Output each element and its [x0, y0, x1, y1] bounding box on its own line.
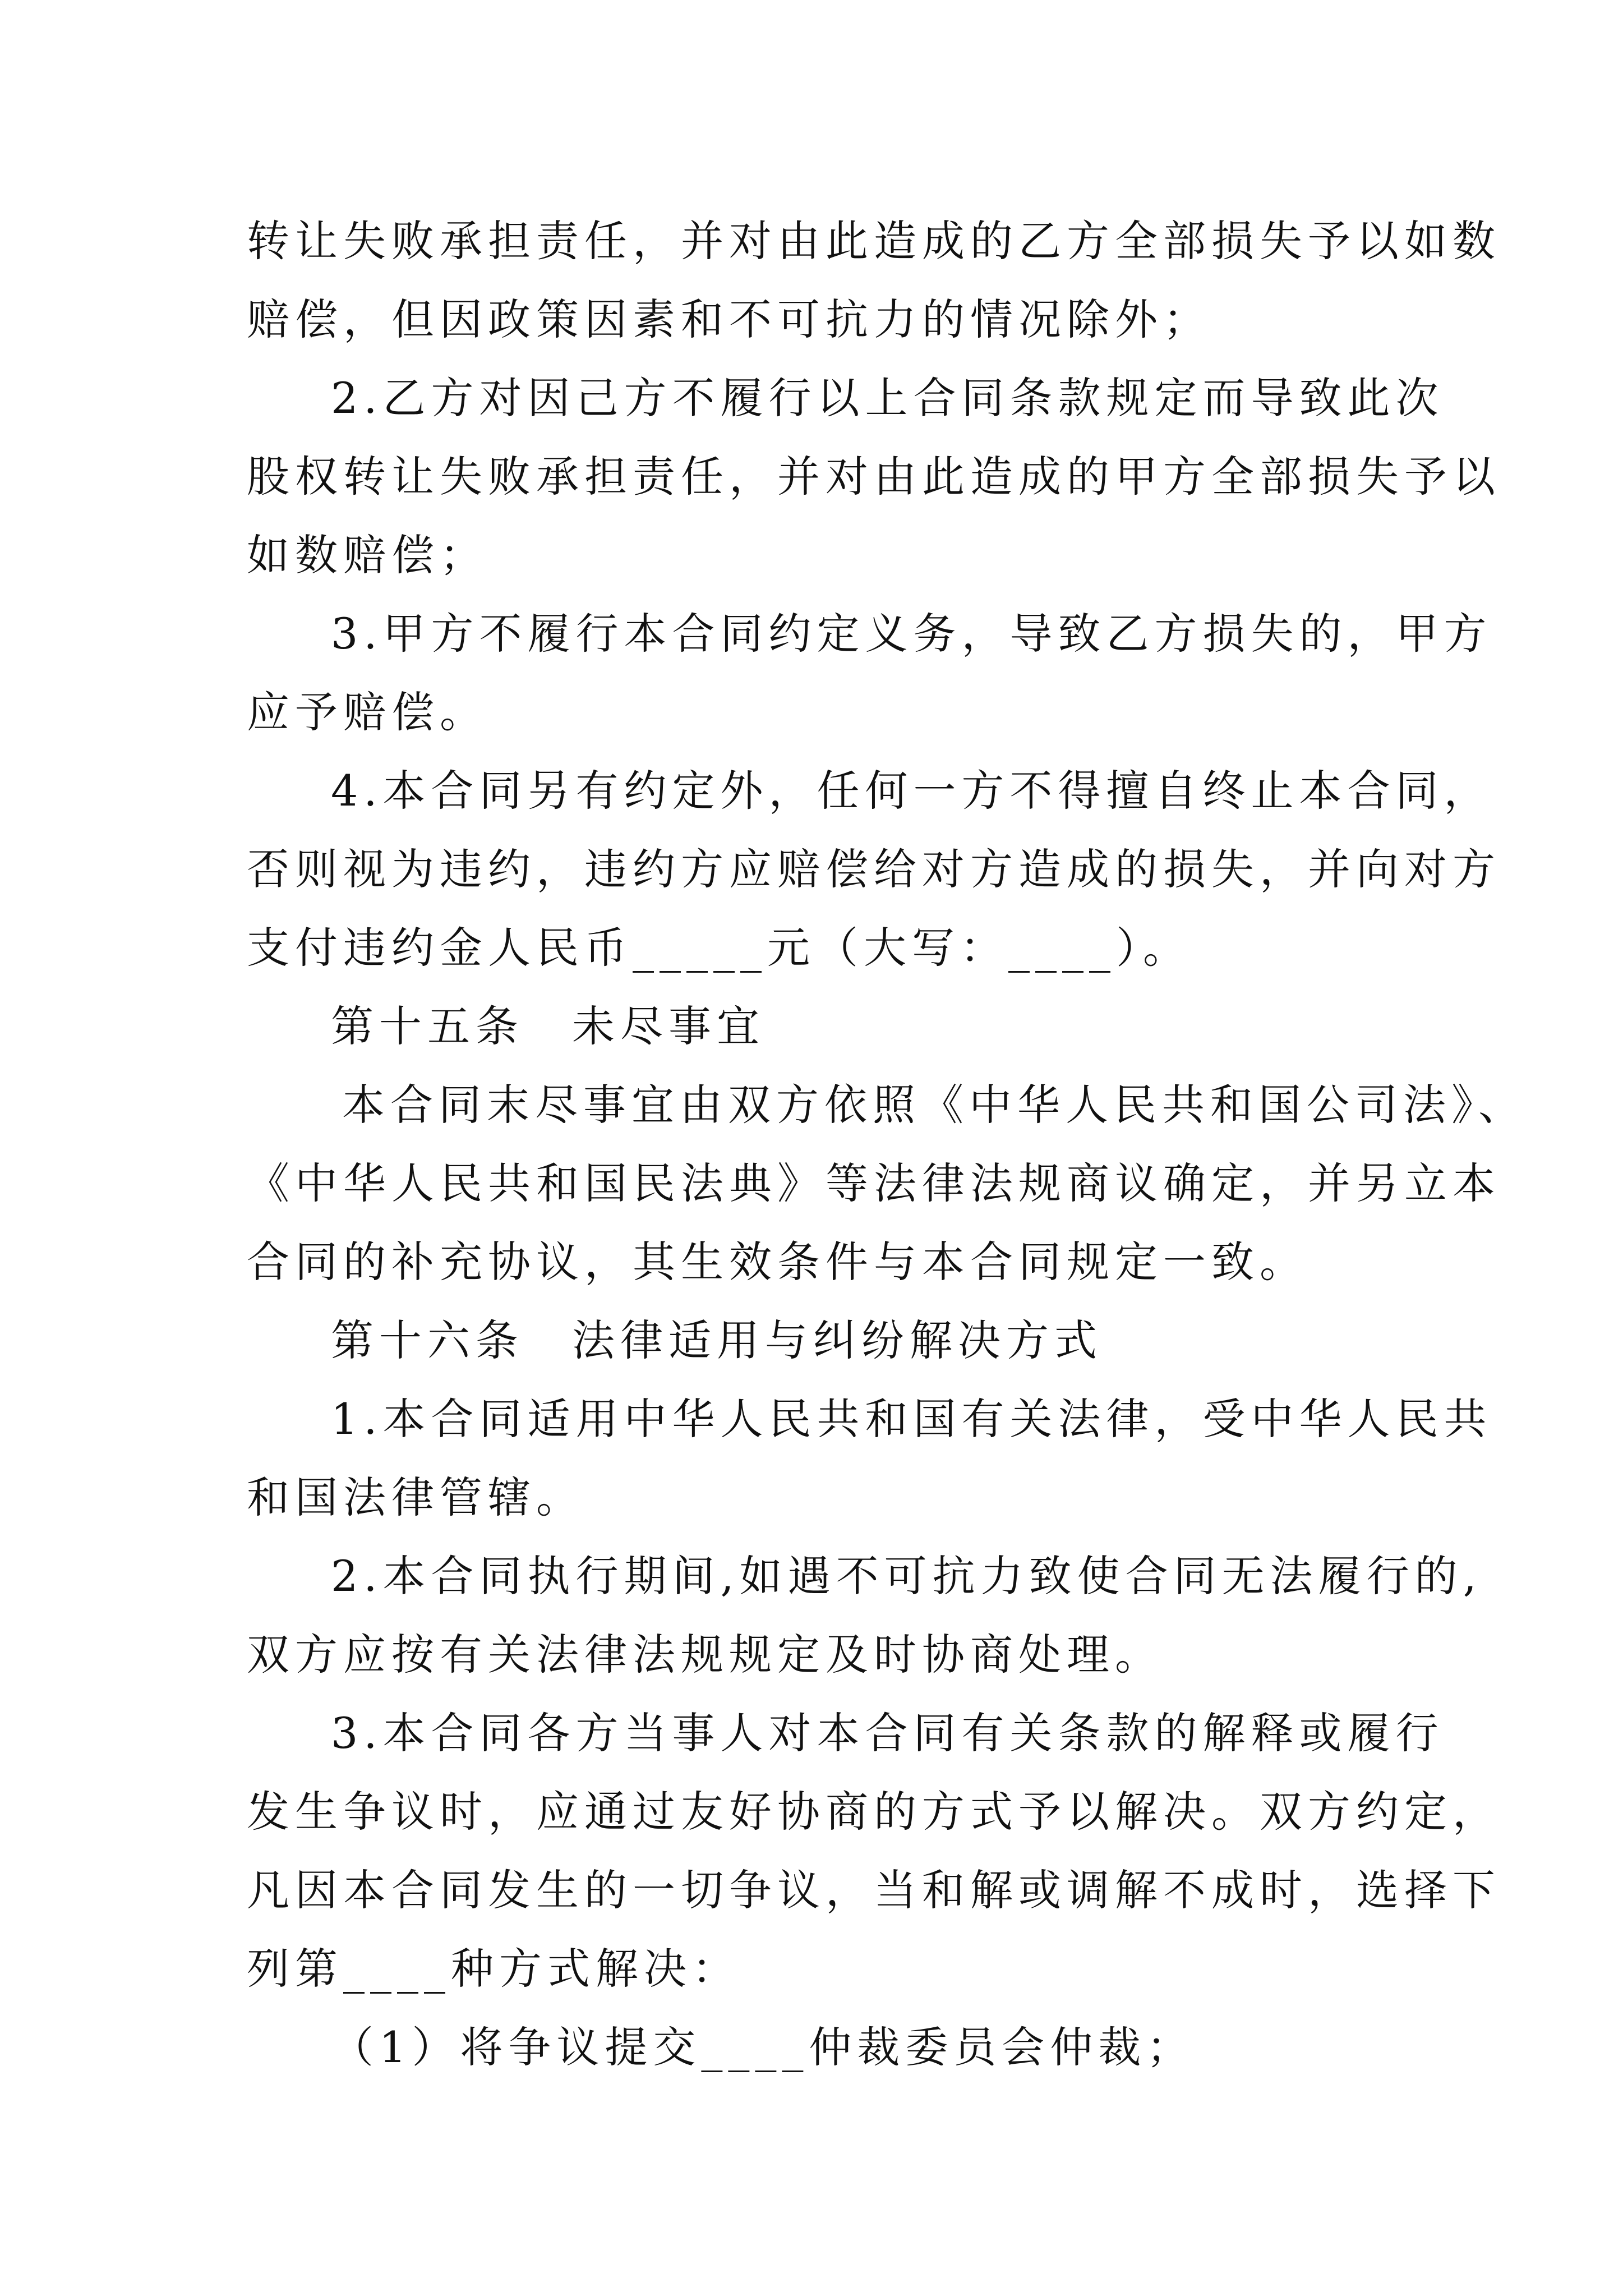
text-line: 应予赔偿。 [247, 687, 488, 737]
text-line: 赔偿，但因政策因素和不可抗力的情况除外； [247, 295, 1211, 344]
text-line: 1.本合同适用中华人民共和国有关法律，受中华人民共 [331, 1394, 1492, 1444]
text-line: 凡因本合同发生的一切争议，当和解或调解不成时，选择下 [247, 1865, 1501, 1915]
text-line: 如数赔偿； [247, 530, 488, 580]
text-line: 2.本合同执行期间,如遇不可抗力致使合同无法履行的, [331, 1551, 1482, 1601]
section-heading: 第十六条 法律适用与纠纷解决方式 [331, 1315, 1103, 1365]
text-line: 双方应按有关法律法规规定及时协商处理。 [247, 1630, 1163, 1680]
text-line: 股权转让失败承担责任，并对由此造成的甲方全部损失予以 [247, 452, 1501, 501]
text-line: 发生争议时，应通过友好协商的方式予以解决。双方约定， [247, 1787, 1501, 1837]
section-heading: 第十五条 未尽事宜 [331, 1001, 765, 1051]
text-line: 3.甲方不履行本合同约定义务，导致乙方损失的，甲方 [331, 609, 1492, 659]
text-line: 列第____种方式解决： [247, 1944, 740, 1994]
text-line: 本合同末尽事宜由双方依照《中华人民共和国公司法》、 [342, 1080, 1527, 1130]
text-line: 支付违约金人民币_____元（大写：____）。 [247, 923, 1191, 973]
text-line: 《中华人民共和国民法典》等法律法规商议确定，并另立本 [247, 1158, 1501, 1208]
text-line: （1）将争议提交____仲裁委员会仲裁； [331, 2022, 1195, 2072]
text-line: 2.乙方对因己方不履行以上合同条款规定而导致此次 [331, 373, 1444, 423]
text-line: 转让失败承担责任，并对由此造成的乙方全部损失予以如数 [247, 216, 1501, 266]
text-line: 3.本合同各方当事人对本合同有关条款的解释或履行 [331, 1708, 1444, 1758]
text-line: 4.本合同另有约定外，任何一方不得擅自终止本合同， [331, 766, 1492, 816]
text-line: 合同的补充协议，其生效条件与本合同规定一致。 [247, 1237, 1308, 1287]
text-line: 否则视为违约，违约方应赔偿给对方造成的损失，并向对方 [247, 844, 1501, 894]
text-line: 和国法律管辖。 [247, 1473, 584, 1522]
